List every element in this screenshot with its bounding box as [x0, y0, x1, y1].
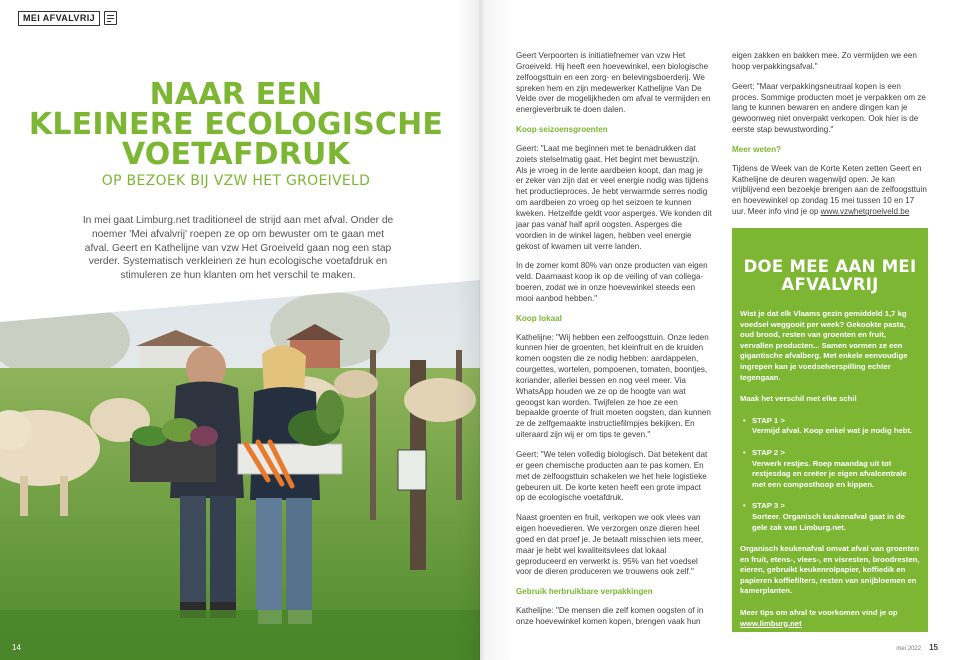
tip-step-1	[740, 416, 920, 437]
tip-step-2-label: STAP 2 >	[752, 447, 785, 457]
tip-step-3	[740, 501, 920, 533]
page-number-right: 15	[929, 643, 938, 652]
subheading-meer-weten: Meer weten?	[732, 144, 782, 154]
farm-photo-illustration	[0, 280, 480, 660]
section-tag	[18, 10, 117, 26]
subheading-seizoensgroenten: Koop seizoensgroenten	[516, 125, 608, 135]
meer-weten-text: Tijdens de Week van de Korte Keten zetten Geert en Kathelijne de deuren wagenwijd open. Je kan vrijblijvend een bezoekje brengen aan de zelfoogsttuin en hoevewinkel op zondag 15 mei tussen 10 en 17 uur. Meer info vind je op	[732, 163, 927, 217]
article-photo	[0, 280, 480, 660]
tip-box-intro: Wist je dat elk Vlaams gezin gemiddeld 1,7 kg voedsel weggooit per week? Gekookte pasta, oud brood, resten van groenten en fruit, vervallen producten... Samen vormen ze een gigantische afvalberg. Met enkele eenvoudige ingrepen kan je voedselverspilling echter tegengaan.	[740, 309, 908, 382]
column-1-paragraph-6: Naast groenten en fruit, verkopen we ook vlees van eigen hoevedieren. We verzorgen onze dieren heel goed en dat proef je. Je betaalt misschien iets meer, maar je hebt wel kwaliteitsvlees dat lokaal geproduceerd en verwerkt is. 95% van het voedsel voor de dieren produceren we trouwens ook zelf."	[516, 513, 704, 577]
headline-line-3: VOETAFDRUK	[121, 137, 351, 172]
tip-box-title: DOE MEE AAN MEI AFVALVRIJ	[743, 257, 917, 294]
tip-box-outro: Organisch keukenafval omvat afval van groenten en fruit, etens-, vlees-, en visresten, broodresten, eieren, gebruikt keukenrolpapier, koffiedik en papieren koffiefilters, resten van snijbloemen en kamerplanten.	[740, 544, 920, 596]
column-1-paragraph-2: Geert: "Laat me beginnen met te benadrukken dat zoiets stelselmatig gaat. Het begint met bewustzijn. Als je vroeg in de lente aardbeien koopt, dan mag je er zeker van zijn dat er veel energie nodig was tijdens het productieproces. Je hebt verwarmde serres nodig om aardbeien zo vroeg op het seizoen te kunnen kweken. Hetzelfde geldt voor asperges. We konden dit jaar pas vanaf half april oogsten. Asperges die voordien in de winkel lagen, hebben veel energie gekost of kwamen uit verre landen.	[516, 143, 712, 251]
page-number-left: 14	[12, 643, 21, 652]
article-column-2	[732, 51, 928, 227]
page-right	[480, 0, 960, 660]
tip-box	[732, 228, 928, 632]
tip-box-lead: Maak het verschil met elke schil	[740, 394, 857, 404]
subheading-koop-lokaal: Koop lokaal	[516, 313, 562, 323]
tip-step-3-text: Sorteer. Organisch keukenafval gaat in de gele zak van Limburg.net.	[752, 511, 905, 532]
column-1-paragraph-3: In de zomer komt 80% van onze producten van eigen veld. Daarnaast koop ik op de veiling of van collega-boeren, zodat we in onze hoevewinkel steeds een mooi aanbod hebben."	[516, 261, 708, 303]
article-column-1	[516, 51, 712, 637]
issue-date: mei 2022	[896, 646, 922, 652]
tip-box-tips	[740, 608, 920, 629]
column-2-paragraph-3	[732, 164, 928, 218]
note-icon	[104, 11, 117, 25]
tip-step-3-label: STAP 3 >	[752, 501, 785, 511]
tip-step-2-text: Verwerk restjes. Roep maandag uit tot restjesdag en creëer je eigen afvalcentrale met een composthoop en kippen.	[752, 458, 907, 489]
limburg-net-link[interactable]: www.limburg.net	[740, 618, 802, 628]
section-tag-label: MEI AFVALVRIJ	[18, 11, 100, 26]
headline-line-1: NAAR EEN	[149, 77, 323, 112]
column-1-paragraph-4: Kathelijne: "Wij hebben een zelfoogsttuin. Onze leden kunnen hier de groenten, het kleinfruit en de kruiden komen oogsten die ze nodig hebben: aardappelen, courgettes, wortelen, pompoenen, tomaten, boontjes, koriander, allerlei bessen en nog veel meer. Via WhatsApp houden we ze op de hoogte van wat geoogst kan worden. Twijfelen ze hoe ze een bepaalde groente of fruit moeten oogsten, dan kunnen ze de zelfgemaakte instructiefilmpjes bekijken. En uiteraard zijn wij er om tips te geven."	[516, 332, 711, 440]
tip-box-tips-text: Meer tips om afval te voorkomen vind je op	[740, 608, 898, 618]
tip-step-2	[740, 448, 920, 490]
column-1-paragraph-7: Kathelijne: "De mensen die zelf komen oogsten of in onze hoevewinkel komen kopen, brengen vaak hun	[516, 606, 704, 626]
tip-step-1-text: Vermijd afval. Koop enkel wat je nodig hebt.	[752, 426, 913, 436]
groeiveld-link[interactable]: www.vzwhetgroeiveld.be	[820, 207, 910, 217]
column-2-paragraph-1: eigen zakken en bakken mee. Zo vermijden we een hoop verpakkingsafval."	[732, 51, 917, 71]
column-1-paragraph-1: Geert Verpoorten is initiatiefnemer van vzw Het Groeiveld. Hij heeft een hoevewinkel, een biologische zelfoogsttuin en een zorg- en belevingsboerderij. We spreken hem en zijn medewerker Kathelijne Van De Velde over de mogelijkheden om afval te vermijden en energieverbruik te doen dalen.	[516, 51, 711, 115]
headline-line-2: KLEINERE ECOLOGISCHE	[28, 107, 444, 142]
article-subheadline: OP BEZOEK BIJ VZW HET GROEIVELD	[101, 173, 371, 189]
column-1-paragraph-5: Geert: "We telen volledig biologisch. Dat betekent dat er geen chemische producten aan te pas komen. En met de zelfoogsttuin schakelen we het hele logistieke gebeuren uit. De korte keten heeft een grote impact op de ecologische voetafdruk.	[516, 450, 708, 503]
column-2-paragraph-2: Geert: "Maar verpakkingsneutraal kopen is een proces. Sommige producten moet je verpakken om ze lang te kunnen bewaren en andere dingen kan je gewoonweg niet onverpakt verkopen. Ook hier is de eerste stap bewustwording."	[732, 81, 926, 135]
tip-step-1-label: STAP 1 >	[752, 415, 785, 425]
subheading-verpakkingen: Gebruik herbruikbare verpakkingen	[516, 587, 653, 597]
article-headline	[20, 77, 452, 172]
page-footer-right	[896, 643, 938, 652]
article-intro: In mei gaat Limburg.net traditioneel de strijd aan met afval. Onder de noemer 'Mei afvalvrij' roepen ze op om bewuster om te gaan met afval. Geert en Kathelijne van vzw Het Groeiveld gaan nog een stap verder. Systematisch verkleinen ze hun ecologische voetafdruk en stimuleren ze hun klanten om het verschil te maken.	[82, 215, 394, 282]
